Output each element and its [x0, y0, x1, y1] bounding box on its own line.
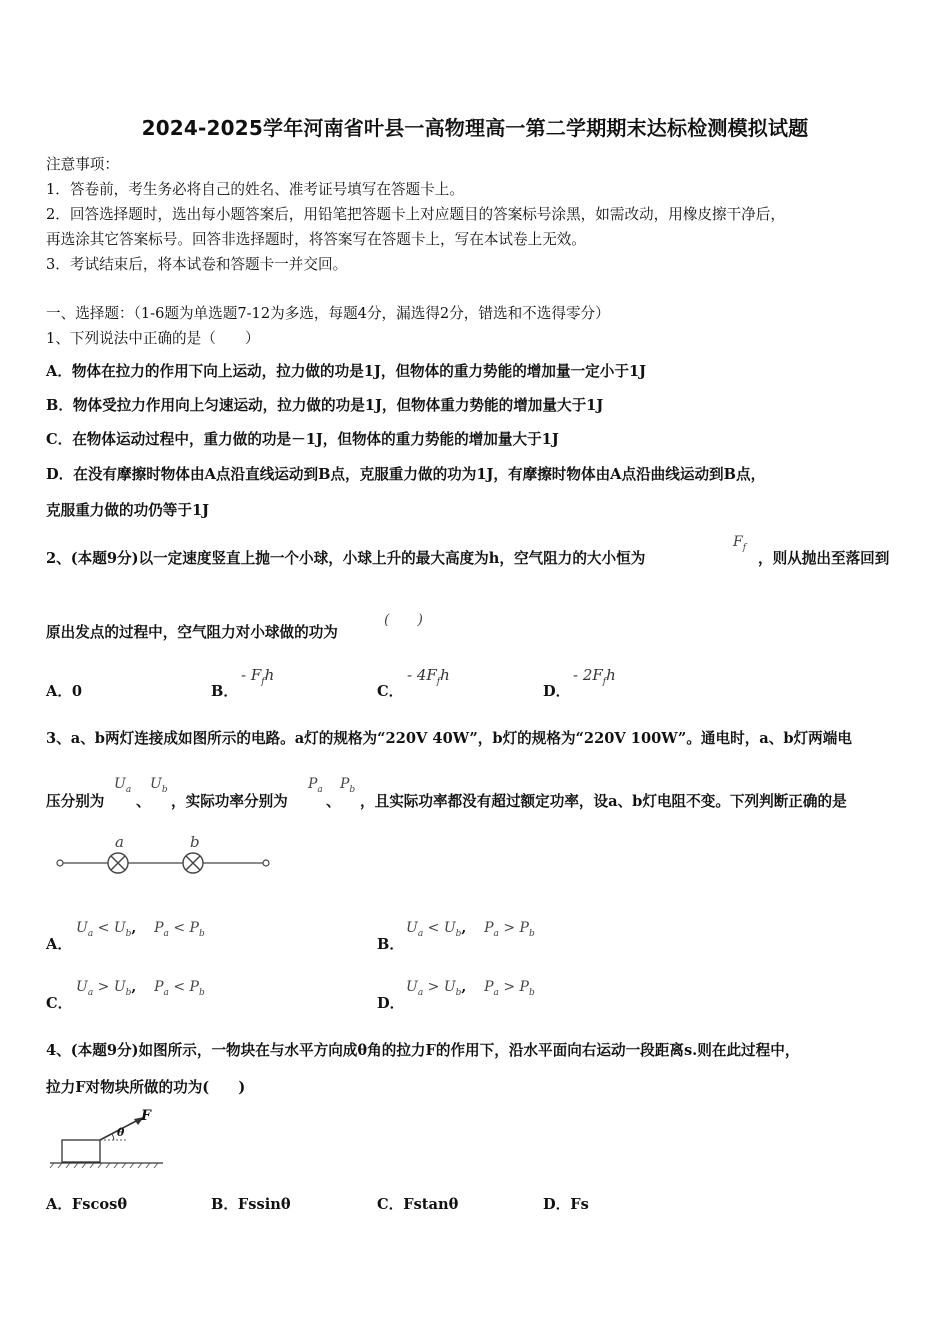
- friction-force-symbol: $F_f$: [733, 534, 747, 553]
- question-3-stem-line2b: ，实际功率分别为: [171, 793, 288, 810]
- notice-item: 3．考试结束后，将本试卷和答题卡一并交回。: [46, 256, 348, 273]
- question-2-stem-end: ，则从抛出至落回到: [758, 550, 890, 567]
- question-3-option-b-expr: $U_a < U_b$, $P_a > P_b$: [406, 920, 535, 939]
- question-2-option-c-expr: - $4F_fh$: [407, 666, 450, 687]
- question-2-option-d-label: D．: [543, 683, 571, 700]
- question-1-option-d-cont: 克服重力做的功仍等于1J: [46, 502, 209, 519]
- question-4-stem-line2: 拉力F对物块所做的功为( ): [46, 1079, 246, 1096]
- voltage-a-symbol: $U_a$: [114, 776, 132, 795]
- question-4-option-b: B．Fssinθ: [211, 1196, 291, 1213]
- question-3-option-d-expr: $U_a > U_b$, $P_a > P_b$: [406, 979, 535, 998]
- separator: 、: [326, 793, 341, 810]
- notice-item: 1．答卷前，考生务必将自己的姓名、准考证号填写在答题卡上。: [46, 181, 464, 198]
- question-1-option-c: C．在物体运动过程中，重力做的功是－1J，但物体的重力势能的增加量大于1J: [46, 431, 559, 448]
- question-4-option-c: C．Fstanθ: [377, 1196, 459, 1213]
- question-1-option-a: A．物体在拉力的作用下向上运动，拉力做的功是1J，但物体的重力势能的增加量一定小于1J: [46, 363, 647, 380]
- question-2-stem: 2、(本题9分)以一定速度竖直上抛一个小球，小球上升的最大高度为h，空气阻力的大小恒为: [46, 550, 646, 567]
- question-4-stem: 4、(本题9分)如图所示，一物块在与水平方向成θ角的拉力F的作用下，沿水平面向右运动一段距离s.则在此过程中，: [46, 1042, 800, 1059]
- notice-item: 再选涂其它答案标号。回答非选择题时，将答案写在答题卡上，写在本试卷上无效。: [46, 231, 586, 248]
- notice-heading: 注意事项：: [46, 156, 119, 173]
- question-3-option-c-expr: $U_a > U_b$, $P_a < P_b$: [76, 979, 205, 998]
- circuit-diagram: [55, 832, 275, 882]
- page-title: 2024-2025学年河南省叶县一高物理高一第二学期期末达标检测模拟试题: [141, 116, 809, 140]
- answer-blank: ( ): [384, 612, 423, 628]
- question-4-option-a: A．Fscosθ: [46, 1196, 128, 1213]
- voltage-b-symbol: $U_b$: [150, 776, 168, 795]
- power-b-symbol: $P_b$: [340, 776, 356, 795]
- angle-label: θ: [117, 1126, 125, 1139]
- question-2-stem-line2: 原出发点的过程中，空气阻力对小球做的功为: [46, 624, 338, 641]
- separator: 、: [136, 793, 151, 810]
- lamp-b-label: b: [190, 833, 200, 851]
- question-1-stem: 1、下列说法中正确的是（ ）: [46, 330, 260, 347]
- question-2-option-b-label: B．: [211, 683, 238, 700]
- power-a-symbol: $P_a$: [308, 776, 323, 795]
- terminal-right: [263, 860, 269, 866]
- lamp-a-label: a: [115, 833, 124, 851]
- question-3-stem: 3、a、b两灯连接成如图所示的电路。a灯的规格为“220V 40W”，b灯的规格为“220V 100W”。通电时，a、b灯两端电: [46, 730, 852, 747]
- question-2-option-d-expr: - $2F_fh$: [573, 666, 616, 687]
- section-heading: 一、选择题：（1-6题为单选题7-12为多选，每题4分，漏选得2分，错选和不选得零分）: [46, 305, 610, 322]
- notice-item: 2．回答选择题时，选出每小题答案后，用铅笔把答题卡上对应题目的答案标号涂黑，如需改动，用橡皮擦干净后，: [46, 206, 785, 223]
- question-2-option-c-label: C．: [377, 683, 404, 700]
- question-2-option-b-expr: - $F_fh$: [241, 666, 275, 687]
- block: [62, 1140, 100, 1162]
- question-2-option-a: A．0: [46, 683, 83, 700]
- question-3-option-a-label: A．: [46, 936, 72, 953]
- question-1-option-d: D．在没有摩擦时物体由A点沿直线运动到B点，克服重力做的功为1J，有摩擦时物体由A点沿曲线运动到B点，: [46, 466, 766, 483]
- question-4-option-d: D．Fs: [543, 1196, 589, 1213]
- question-3-option-c-label: C．: [46, 995, 73, 1012]
- question-3-stem-line2c: ，且实际功率都没有超过额定功率，设a、b灯电阻不变。下列判断正确的是: [360, 793, 847, 810]
- question-1-option-b: B．物体受拉力作用向上匀速运动，拉力做的功是1J，但物体重力势能的增加量大于1J: [46, 397, 604, 414]
- terminal-left: [57, 860, 63, 866]
- question-3-stem-line2a: 压分别为: [46, 793, 105, 810]
- question-3-option-a-expr: $U_a < U_b$, $P_a < P_b$: [76, 920, 205, 939]
- question-3-option-b-label: B．: [377, 936, 404, 953]
- question-3-option-d-label: D．: [377, 995, 405, 1012]
- force-label: F: [141, 1108, 151, 1124]
